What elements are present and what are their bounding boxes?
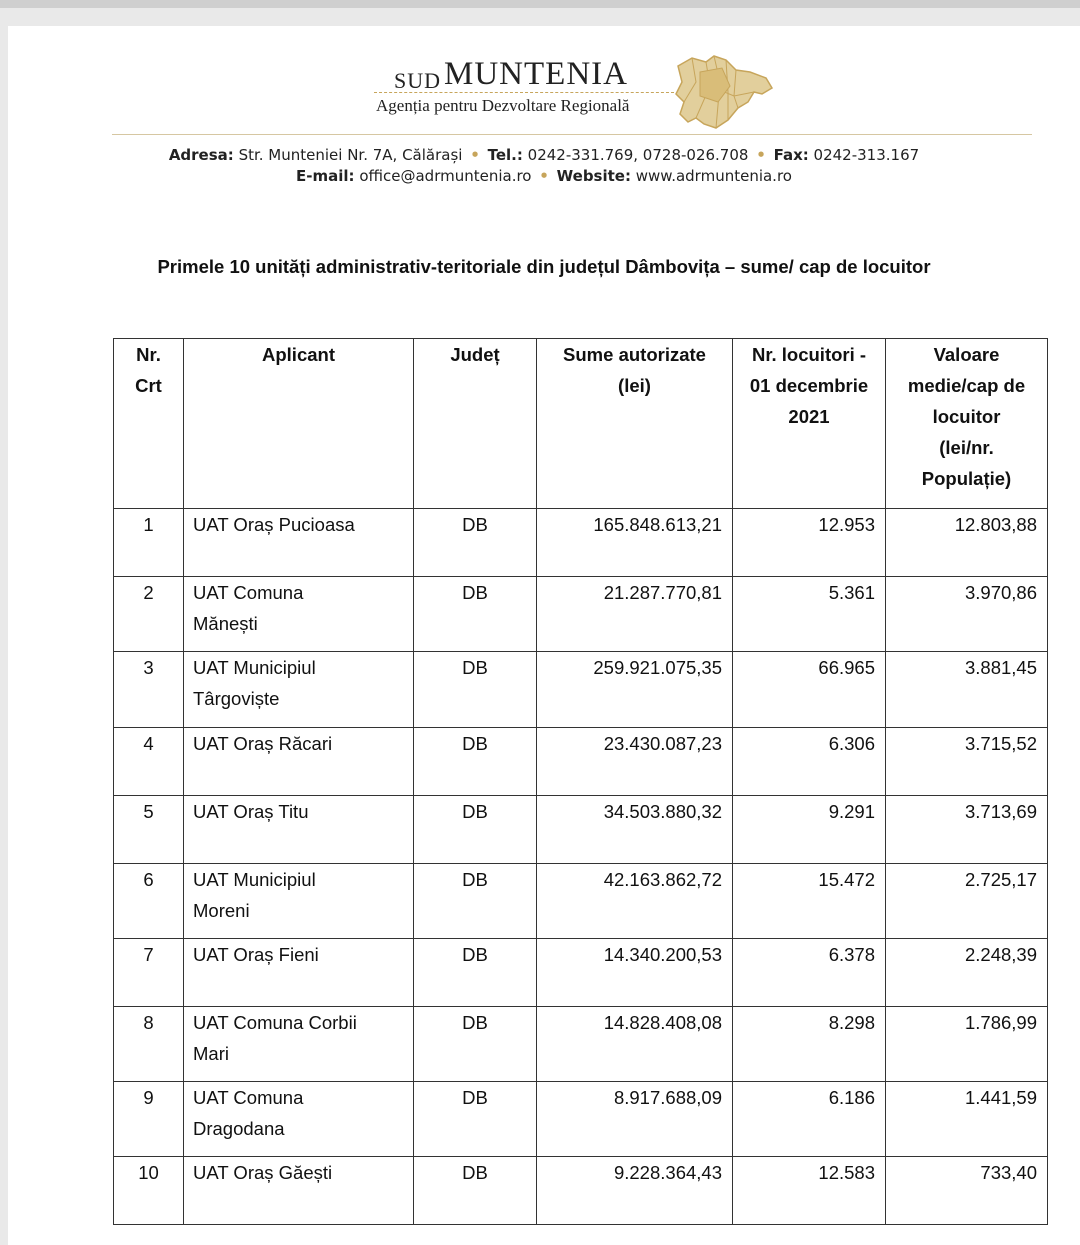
header-line: 2021 xyxy=(788,406,830,427)
table-row xyxy=(114,509,1048,577)
header-line: medie/cap de xyxy=(907,375,1026,396)
cell-valoare-medie: 1.786,99 xyxy=(886,1007,1048,1082)
cell-nr-crt: 4 xyxy=(114,728,184,796)
cell-line: UAT Municipiul xyxy=(193,657,316,678)
cell-line: UAT Comuna xyxy=(193,1087,304,1108)
cell-nr-locuitori: 15.472 xyxy=(733,864,886,939)
cell-line: UAT Oraș Găești xyxy=(193,1162,333,1183)
uat-table xyxy=(113,338,1048,1225)
cell-sume-autorizate: 14.340.200,53 xyxy=(537,939,733,1007)
header-sume-autorizate xyxy=(537,339,733,509)
header-line: Sume autorizate xyxy=(563,344,706,365)
header-line: Valoare xyxy=(933,344,1000,365)
header-line: Județ xyxy=(450,344,500,365)
cell-aplicant xyxy=(184,1157,414,1225)
cell-aplicant xyxy=(184,509,414,577)
cell-valoare-medie: 733,40 xyxy=(886,1157,1048,1225)
cell-sume-autorizate: 42.163.862,72 xyxy=(537,864,733,939)
table-header-row xyxy=(114,339,1048,509)
cell-line: UAT Oraș Titu xyxy=(193,801,309,822)
cell-nr-locuitori: 6.378 xyxy=(733,939,886,1007)
header-line: Nr. xyxy=(136,344,161,365)
cell-sume-autorizate: 165.848.613,21 xyxy=(537,509,733,577)
cell-nr-crt: 1 xyxy=(114,509,184,577)
document-title: Primele 10 unități administrativ-teritoriale din județul Dâmbovița – sume/ cap de locuitor xyxy=(157,256,931,277)
cell-judet: DB xyxy=(414,796,537,864)
adr-logo xyxy=(370,52,790,132)
cell-nr-crt: 10 xyxy=(114,1157,184,1225)
separator-dot: • xyxy=(756,146,766,164)
logo-muntenia-text: MUNTENIA xyxy=(444,56,628,92)
cell-nr-crt: 9 xyxy=(114,1082,184,1157)
header-line: locuitor xyxy=(932,406,1001,427)
table-row xyxy=(114,796,1048,864)
table-body xyxy=(114,509,1048,1225)
table-row xyxy=(114,652,1048,728)
cell-sume-autorizate: 14.828.408,08 xyxy=(537,1007,733,1082)
header-line: (lei/nr. xyxy=(939,437,994,458)
cell-nr-crt: 2 xyxy=(114,577,184,652)
cell-aplicant xyxy=(184,864,414,939)
cell-nr-locuitori: 6.186 xyxy=(733,1082,886,1157)
website-label: Website: xyxy=(556,167,631,185)
cell-nr-locuitori: 12.583 xyxy=(733,1157,886,1225)
cell-nr-locuitori: 5.361 xyxy=(733,577,886,652)
cell-judet: DB xyxy=(414,728,537,796)
website-value: www.adrmuntenia.ro xyxy=(635,167,792,185)
cell-sume-autorizate: 23.430.087,23 xyxy=(537,728,733,796)
cell-line: Mănești xyxy=(193,613,258,634)
logo-dashed-line xyxy=(374,92,674,93)
cell-valoare-medie: 3.715,52 xyxy=(886,728,1048,796)
table-row xyxy=(114,864,1048,939)
cell-valoare-medie: 2.248,39 xyxy=(886,939,1048,1007)
header-line: Crt xyxy=(135,375,162,396)
header-valoare-medie xyxy=(886,339,1048,509)
header-line: (lei) xyxy=(618,375,651,396)
document-page xyxy=(8,26,1080,1245)
table-row xyxy=(114,1157,1048,1225)
cell-nr-locuitori: 8.298 xyxy=(733,1007,886,1082)
header-line: Populație) xyxy=(921,468,1012,489)
cell-aplicant xyxy=(184,1007,414,1082)
cell-judet: DB xyxy=(414,1157,537,1225)
logo-agency-text: Agenția pentru Dezvoltare Regională xyxy=(376,96,630,115)
header-aplicant xyxy=(184,339,414,509)
header-line: 01 decembrie xyxy=(749,375,869,396)
header-rule xyxy=(112,134,1032,135)
table-row xyxy=(114,939,1048,1007)
cell-judet: DB xyxy=(414,509,537,577)
cell-valoare-medie: 2.725,17 xyxy=(886,864,1048,939)
cell-nr-crt: 3 xyxy=(114,652,184,728)
cell-aplicant xyxy=(184,577,414,652)
address-value: Str. Munteniei Nr. 7A, Călărași xyxy=(238,146,463,164)
header-line: Aplicant xyxy=(262,344,335,365)
cell-sume-autorizate: 8.917.688,09 xyxy=(537,1082,733,1157)
cell-line: Dragodana xyxy=(193,1118,285,1139)
table-row xyxy=(114,728,1048,796)
separator-dot: • xyxy=(539,167,549,185)
header-line: Nr. locuitori - xyxy=(751,344,867,365)
cell-nr-locuitori: 66.965 xyxy=(733,652,886,728)
cell-line: UAT Oraș Răcari xyxy=(193,733,333,754)
cell-sume-autorizate: 9.228.364,43 xyxy=(537,1157,733,1225)
table-row xyxy=(114,577,1048,652)
fax-value: 0242-313.167 xyxy=(813,146,920,164)
header-nr-locuitori xyxy=(733,339,886,509)
cell-nr-crt: 5 xyxy=(114,796,184,864)
cell-judet: DB xyxy=(414,864,537,939)
cell-sume-autorizate: 21.287.770,81 xyxy=(537,577,733,652)
cell-line: UAT Oraș Fieni xyxy=(193,944,319,965)
cell-aplicant xyxy=(184,939,414,1007)
cell-aplicant xyxy=(184,796,414,864)
header-judet xyxy=(414,339,537,509)
cell-line: Mari xyxy=(193,1043,229,1064)
cell-judet: DB xyxy=(414,652,537,728)
cell-valoare-medie: 1.441,59 xyxy=(886,1082,1048,1157)
cell-judet: DB xyxy=(414,1082,537,1157)
cell-nr-crt: 8 xyxy=(114,1007,184,1082)
cell-line: UAT Comuna xyxy=(193,582,304,603)
tel-value: 0242-331.769, 0728-026.708 xyxy=(527,146,749,164)
email-label: E-mail: xyxy=(296,167,355,185)
cell-valoare-medie: 3.970,86 xyxy=(886,577,1048,652)
cell-judet: DB xyxy=(414,577,537,652)
cell-judet: DB xyxy=(414,1007,537,1082)
separator-dot: • xyxy=(470,146,480,164)
cell-sume-autorizate: 259.921.075,35 xyxy=(537,652,733,728)
cell-line: UAT Oraș Pucioasa xyxy=(193,514,355,535)
cell-line: Târgoviște xyxy=(193,688,280,709)
cell-nr-crt: 7 xyxy=(114,939,184,1007)
top-strip xyxy=(0,0,1080,8)
cell-valoare-medie: 3.881,45 xyxy=(886,652,1048,728)
table-row xyxy=(114,1082,1048,1157)
cell-line: Moreni xyxy=(193,900,250,921)
cell-valoare-medie: 3.713,69 xyxy=(886,796,1048,864)
cell-aplicant xyxy=(184,652,414,728)
table-row xyxy=(114,1007,1048,1082)
contact-line xyxy=(8,167,1080,185)
table-header xyxy=(114,339,1048,509)
region-map-icon xyxy=(670,52,774,132)
cell-line: UAT Municipiul xyxy=(193,869,316,890)
cell-nr-crt: 6 xyxy=(114,864,184,939)
address-line xyxy=(8,146,1080,164)
cell-nr-locuitori: 9.291 xyxy=(733,796,886,864)
cell-judet: DB xyxy=(414,939,537,1007)
logo-sud-text: SUD xyxy=(394,68,442,93)
cell-nr-locuitori: 6.306 xyxy=(733,728,886,796)
cell-aplicant xyxy=(184,1082,414,1157)
cell-valoare-medie: 12.803,88 xyxy=(886,509,1048,577)
cell-aplicant xyxy=(184,728,414,796)
email-value: office@adrmuntenia.ro xyxy=(359,167,532,185)
address-label: Adresa: xyxy=(168,146,234,164)
cell-nr-locuitori: 12.953 xyxy=(733,509,886,577)
cell-sume-autorizate: 34.503.880,32 xyxy=(537,796,733,864)
cell-line: UAT Comuna Corbii xyxy=(193,1012,357,1033)
fax-label: Fax: xyxy=(773,146,809,164)
tel-label: Tel.: xyxy=(487,146,523,164)
header-nr-crt xyxy=(114,339,184,509)
